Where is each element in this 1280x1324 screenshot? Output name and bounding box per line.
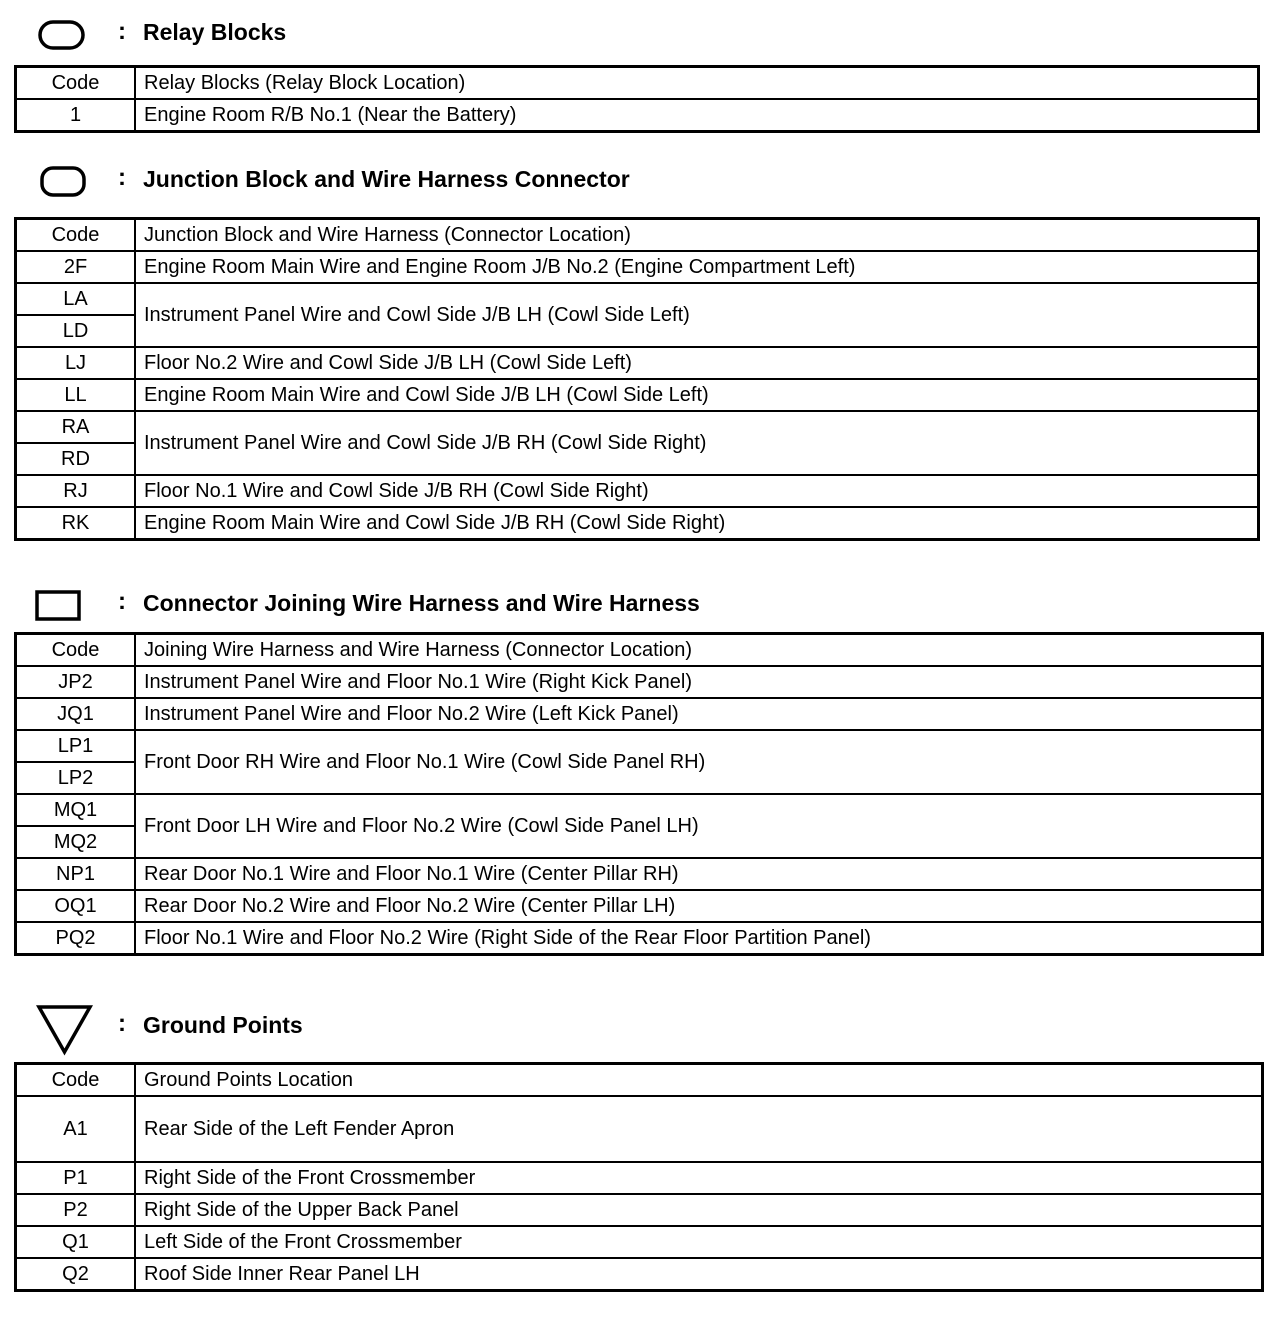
code-cell: A1 xyxy=(16,1096,136,1162)
location-cell: Engine Room Main Wire and Cowl Side J/B LH (Cowl Side Left) xyxy=(135,379,1259,411)
section-title: Relay Blocks xyxy=(143,19,287,45)
table-row xyxy=(16,475,1259,507)
heading-colon: : xyxy=(118,1010,126,1037)
location-column-header: Joining Wire Harness and Wire Harness (Connector Location) xyxy=(135,634,1263,667)
ground-points-table xyxy=(14,1062,1264,1292)
location-cell: Left Side of the Front Crossmember xyxy=(135,1226,1263,1258)
table-row xyxy=(16,730,1263,762)
code-cell: RK xyxy=(16,507,136,540)
location-cell: Roof Side Inner Rear Panel LH xyxy=(135,1258,1263,1291)
location-cell: Instrument Panel Wire and Floor No.2 Wire (Left Kick Panel) xyxy=(135,698,1263,730)
section-title: Connector Joining Wire Harness and Wire Harness xyxy=(143,590,700,616)
location-cell: Engine Room Main Wire and Cowl Side J/B RH (Cowl Side Right) xyxy=(135,507,1259,540)
code-cell: MQ1 xyxy=(16,794,136,826)
junction-block-heading xyxy=(0,160,900,200)
table-row xyxy=(16,666,1263,698)
code-column-header: Code xyxy=(16,67,136,100)
code-cell: RA xyxy=(16,411,136,443)
connector-joining-table xyxy=(14,632,1264,956)
code-cell: LD xyxy=(16,315,136,347)
section-title: Junction Block and Wire Harness Connector xyxy=(143,166,630,192)
location-cell: Right Side of the Upper Back Panel xyxy=(135,1194,1263,1226)
table-row xyxy=(16,858,1263,890)
location-cell: Right Side of the Front Crossmember xyxy=(135,1162,1263,1194)
code-column-header: Code xyxy=(16,1064,136,1097)
code-cell: Q1 xyxy=(16,1226,136,1258)
location-column-header: Ground Points Location xyxy=(135,1064,1263,1097)
code-cell: OQ1 xyxy=(16,890,136,922)
code-cell: PQ2 xyxy=(16,922,136,955)
relay-blocks-heading xyxy=(0,14,900,54)
location-cell: Floor No.2 Wire and Cowl Side J/B LH (Cowl Side Left) xyxy=(135,347,1259,379)
location-column-header: Relay Blocks (Relay Block Location) xyxy=(135,67,1259,100)
heading-colon: : xyxy=(118,164,126,191)
code-cell: MQ2 xyxy=(16,826,136,858)
code-cell: P1 xyxy=(16,1162,136,1194)
connector-symbol-icon xyxy=(35,590,83,624)
table-row xyxy=(16,99,1259,132)
location-cell: Instrument Panel Wire and Cowl Side J/B LH (Cowl Side Left) xyxy=(135,283,1259,347)
code-cell: JQ1 xyxy=(16,698,136,730)
location-cell: Engine Room Main Wire and Engine Room J/B No.2 (Engine Compartment Left) xyxy=(135,251,1259,283)
code-cell: P2 xyxy=(16,1194,136,1226)
table-row xyxy=(16,794,1263,826)
relay-block-symbol-icon xyxy=(38,20,86,52)
table-header-row xyxy=(16,1064,1263,1097)
code-cell: RD xyxy=(16,443,136,475)
table-row xyxy=(16,1194,1263,1226)
location-column-header: Junction Block and Wire Harness (Connector Location) xyxy=(135,219,1259,252)
table-row xyxy=(16,1162,1263,1194)
code-column-header: Code xyxy=(16,634,136,667)
junction-block-symbol-icon xyxy=(40,166,88,198)
table-header-row xyxy=(16,67,1259,100)
location-cell: Front Door LH Wire and Floor No.2 Wire (Cowl Side Panel LH) xyxy=(135,794,1263,858)
table-header-row xyxy=(16,634,1263,667)
table-row xyxy=(16,283,1259,315)
table-row xyxy=(16,507,1259,540)
location-cell: Instrument Panel Wire and Cowl Side J/B RH (Cowl Side Right) xyxy=(135,411,1259,475)
heading-colon: : xyxy=(118,18,126,45)
location-cell: Floor No.1 Wire and Cowl Side J/B RH (Cowl Side Right) xyxy=(135,475,1259,507)
code-cell: Q2 xyxy=(16,1258,136,1291)
code-cell: NP1 xyxy=(16,858,136,890)
section-title: Ground Points xyxy=(143,1012,303,1038)
table-row xyxy=(16,379,1259,411)
location-cell: Floor No.1 Wire and Floor No.2 Wire (Right Side of the Rear Floor Partition Panel) xyxy=(135,922,1263,955)
table-row xyxy=(16,890,1263,922)
location-cell: Rear Side of the Left Fender Apron xyxy=(135,1096,1263,1162)
ground-points-heading xyxy=(0,1002,900,1042)
table-row xyxy=(16,411,1259,443)
code-cell: LJ xyxy=(16,347,136,379)
relay-blocks-table xyxy=(14,65,1260,133)
code-cell: JP2 xyxy=(16,666,136,698)
code-cell: LL xyxy=(16,379,136,411)
location-cell: Rear Door No.2 Wire and Floor No.2 Wire (Center Pillar LH) xyxy=(135,890,1263,922)
junction-block-table xyxy=(14,217,1260,541)
table-row xyxy=(16,698,1263,730)
code-column-header: Code xyxy=(16,219,136,252)
code-cell: RJ xyxy=(16,475,136,507)
ground-point-triangle-icon xyxy=(36,1004,94,1056)
code-cell: LP1 xyxy=(16,730,136,762)
location-cell: Engine Room R/B No.1 (Near the Battery) xyxy=(135,99,1259,132)
location-cell: Instrument Panel Wire and Floor No.1 Wire (Right Kick Panel) xyxy=(135,666,1263,698)
location-cell: Front Door RH Wire and Floor No.1 Wire (Cowl Side Panel RH) xyxy=(135,730,1263,794)
code-cell: LA xyxy=(16,283,136,315)
table-row xyxy=(16,922,1263,955)
table-row xyxy=(16,1258,1263,1291)
table-header-row xyxy=(16,219,1259,252)
code-cell: 1 xyxy=(16,99,136,132)
connector-joining-heading xyxy=(0,584,900,624)
table-row xyxy=(16,251,1259,283)
location-cell: Rear Door No.1 Wire and Floor No.1 Wire (Center Pillar RH) xyxy=(135,858,1263,890)
table-row xyxy=(16,1226,1263,1258)
table-row xyxy=(16,347,1259,379)
heading-colon: : xyxy=(118,588,126,615)
code-cell: LP2 xyxy=(16,762,136,794)
code-cell: 2F xyxy=(16,251,136,283)
table-row xyxy=(16,1096,1263,1162)
